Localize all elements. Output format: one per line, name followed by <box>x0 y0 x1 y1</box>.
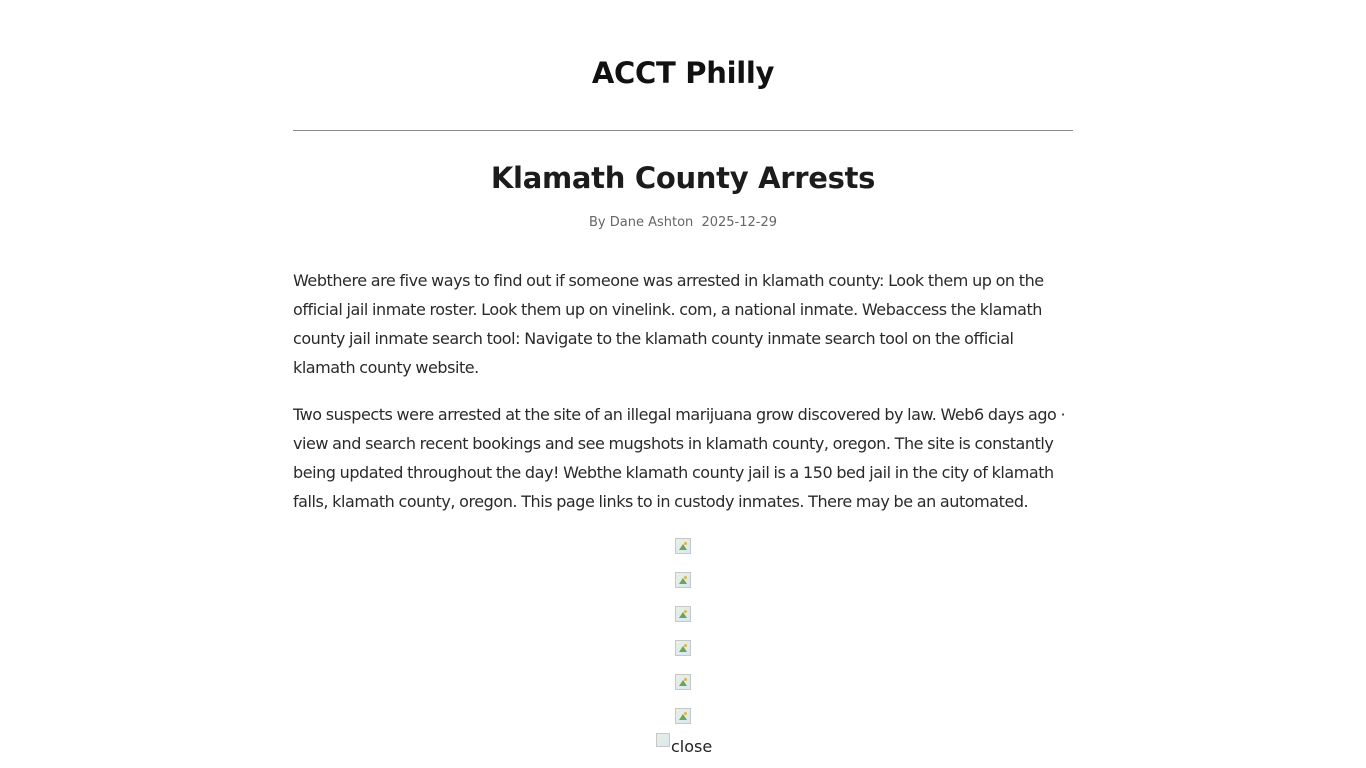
article-paragraph: Webthere are five ways to find out if someone was arrested in klamath county: Look them up on the official jail inmate roster. Look them up on vinelink. com, a national inmate. Webaccess the klamath county jail inmate search tool: Navigate to the klamath county inmate search tool on the official klamath county website. <box>293 271 1044 377</box>
broken-image-icon[interactable] <box>675 538 691 554</box>
broken-image-icon[interactable] <box>675 640 691 656</box>
header-divider <box>293 130 1073 131</box>
close-icon <box>656 733 670 747</box>
close-button[interactable] <box>656 733 712 757</box>
article-title: Klamath County Arrests <box>490 161 876 195</box>
article-paragraph: Two suspects were arrested at the site of an illegal marijuana grow discovered by law. Web6 days ago · view and search recent bookings and see mugshots in klamath county, oregon. The site is constantly being updated throughout the day! Webthe klamath county jail is a 150 bed jail in the city of klamath falls, klamath county, oregon. This page links to in custody inmates. There may be an automated. <box>293 405 1066 511</box>
broken-image-icon[interactable] <box>675 606 691 622</box>
broken-image-icon[interactable] <box>675 572 691 588</box>
byline-author: By Dane Ashton <box>589 215 694 230</box>
broken-image-icon[interactable] <box>675 674 691 690</box>
site-title[interactable]: ACCT Philly <box>591 56 775 90</box>
byline-date: 2025-12-29 <box>701 215 777 230</box>
byline <box>0 215 1366 230</box>
close-alt-text: close <box>671 737 713 756</box>
article-body <box>293 266 1073 534</box>
image-gallery <box>675 538 691 742</box>
broken-image-icon[interactable] <box>675 708 691 724</box>
